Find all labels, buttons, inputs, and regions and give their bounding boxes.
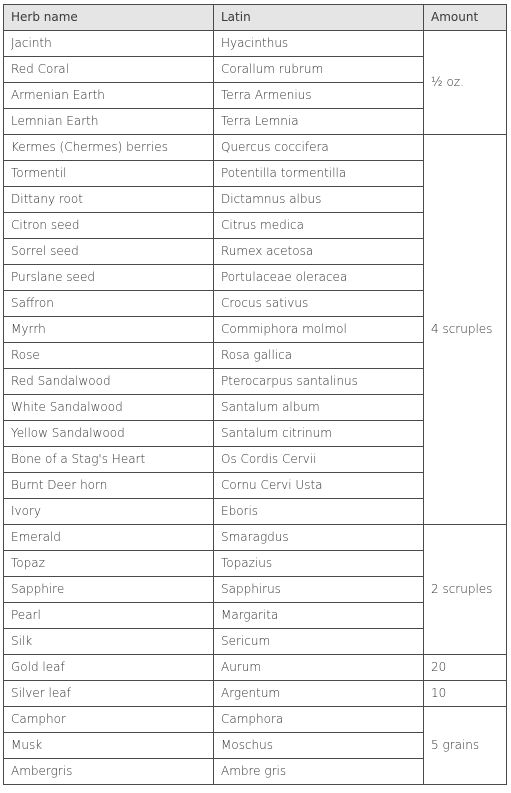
table-row — [4, 31, 507, 57]
latin-name-cell: Cornu Cervi Usta — [214, 473, 424, 499]
herb-name-cell: Myrrh — [4, 317, 214, 343]
table-row — [4, 135, 507, 161]
herb-name-cell: Pearl — [4, 603, 214, 629]
latin-name-cell: Eboris — [214, 499, 424, 525]
latin-name-cell: Santalum album — [214, 395, 424, 421]
latin-name-cell: Corallum rubrum — [214, 57, 424, 83]
latin-name-cell: Citrus medica — [214, 213, 424, 239]
latin-name-cell: Topazius — [214, 551, 424, 577]
herb-name-cell: Red Coral — [4, 57, 214, 83]
amount-cell: ½ oz. — [424, 31, 507, 135]
latin-name-cell: Rosa gallica — [214, 343, 424, 369]
herb-name-cell: Gold leaf — [4, 655, 214, 681]
latin-name-cell: Margarita — [214, 603, 424, 629]
herb-name-cell: Camphor — [4, 707, 214, 733]
herb-name-cell: Armenian Earth — [4, 83, 214, 109]
herb-name-cell: Kermes (Chermes) berries — [4, 135, 214, 161]
header-latin: Latin — [214, 5, 424, 31]
herb-name-cell: Red Sandalwood — [4, 369, 214, 395]
herb-name-cell: Lemnian Earth — [4, 109, 214, 135]
herb-name-cell: Dittany root — [4, 187, 214, 213]
latin-name-cell: Os Cordis Cervii — [214, 447, 424, 473]
latin-name-cell: Quercus coccifera — [214, 135, 424, 161]
latin-name-cell: Terra Lemnia — [214, 109, 424, 135]
herb-name-cell: Bone of a Stag's Heart — [4, 447, 214, 473]
herb-name-cell: White Sandalwood — [4, 395, 214, 421]
latin-name-cell: Potentilla tormentilla — [214, 161, 424, 187]
header-row — [4, 5, 507, 31]
herb-name-cell: Rose — [4, 343, 214, 369]
amount-cell: 4 scruples — [424, 135, 507, 525]
latin-name-cell: Moschus — [214, 733, 424, 759]
latin-name-cell: Portulaceae oleracea — [214, 265, 424, 291]
herb-name-cell: Jacinth — [4, 31, 214, 57]
herb-name-cell: Yellow Sandalwood — [4, 421, 214, 447]
latin-name-cell: Pterocarpus santalinus — [214, 369, 424, 395]
header-herb-name: Herb name — [4, 5, 214, 31]
table-row — [4, 655, 507, 681]
herb-name-cell: Purslane seed — [4, 265, 214, 291]
herb-name-cell: Burnt Deer horn — [4, 473, 214, 499]
latin-name-cell: Sericum — [214, 629, 424, 655]
latin-name-cell: Aurum — [214, 655, 424, 681]
herb-name-cell: Ambergris — [4, 759, 214, 785]
table-header — [4, 5, 507, 31]
table-row — [4, 707, 507, 733]
latin-name-cell: Crocus sativus — [214, 291, 424, 317]
amount-cell: 20 — [424, 655, 507, 681]
herb-name-cell: Emerald — [4, 525, 214, 551]
herb-name-cell: Ivory — [4, 499, 214, 525]
latin-name-cell: Rumex acetosa — [214, 239, 424, 265]
latin-name-cell: Hyacinthus — [214, 31, 424, 57]
herb-name-cell: Sorrel seed — [4, 239, 214, 265]
herb-name-cell: Silk — [4, 629, 214, 655]
herb-name-cell: Citron seed — [4, 213, 214, 239]
herb-name-cell: Sapphire — [4, 577, 214, 603]
latin-name-cell: Dictamnus albus — [214, 187, 424, 213]
herb-table — [3, 4, 507, 785]
latin-name-cell: Smaragdus — [214, 525, 424, 551]
herb-name-cell: Topaz — [4, 551, 214, 577]
latin-name-cell: Camphora — [214, 707, 424, 733]
latin-name-cell: Commiphora molmol — [214, 317, 424, 343]
header-amount: Amount — [424, 5, 507, 31]
table-row — [4, 525, 507, 551]
latin-name-cell: Sapphirus — [214, 577, 424, 603]
amount-cell: 2 scruples — [424, 525, 507, 655]
latin-name-cell: Ambre gris — [214, 759, 424, 785]
amount-cell: 5 grains — [424, 707, 507, 785]
herb-name-cell: Musk — [4, 733, 214, 759]
latin-name-cell: Terra Armenius — [214, 83, 424, 109]
herb-name-cell: Saffron — [4, 291, 214, 317]
table-body — [4, 31, 507, 785]
latin-name-cell: Santalum citrinum — [214, 421, 424, 447]
amount-cell: 10 — [424, 681, 507, 707]
table-row — [4, 681, 507, 707]
latin-name-cell: Argentum — [214, 681, 424, 707]
herb-name-cell: Silver leaf — [4, 681, 214, 707]
herb-name-cell: Tormentil — [4, 161, 214, 187]
